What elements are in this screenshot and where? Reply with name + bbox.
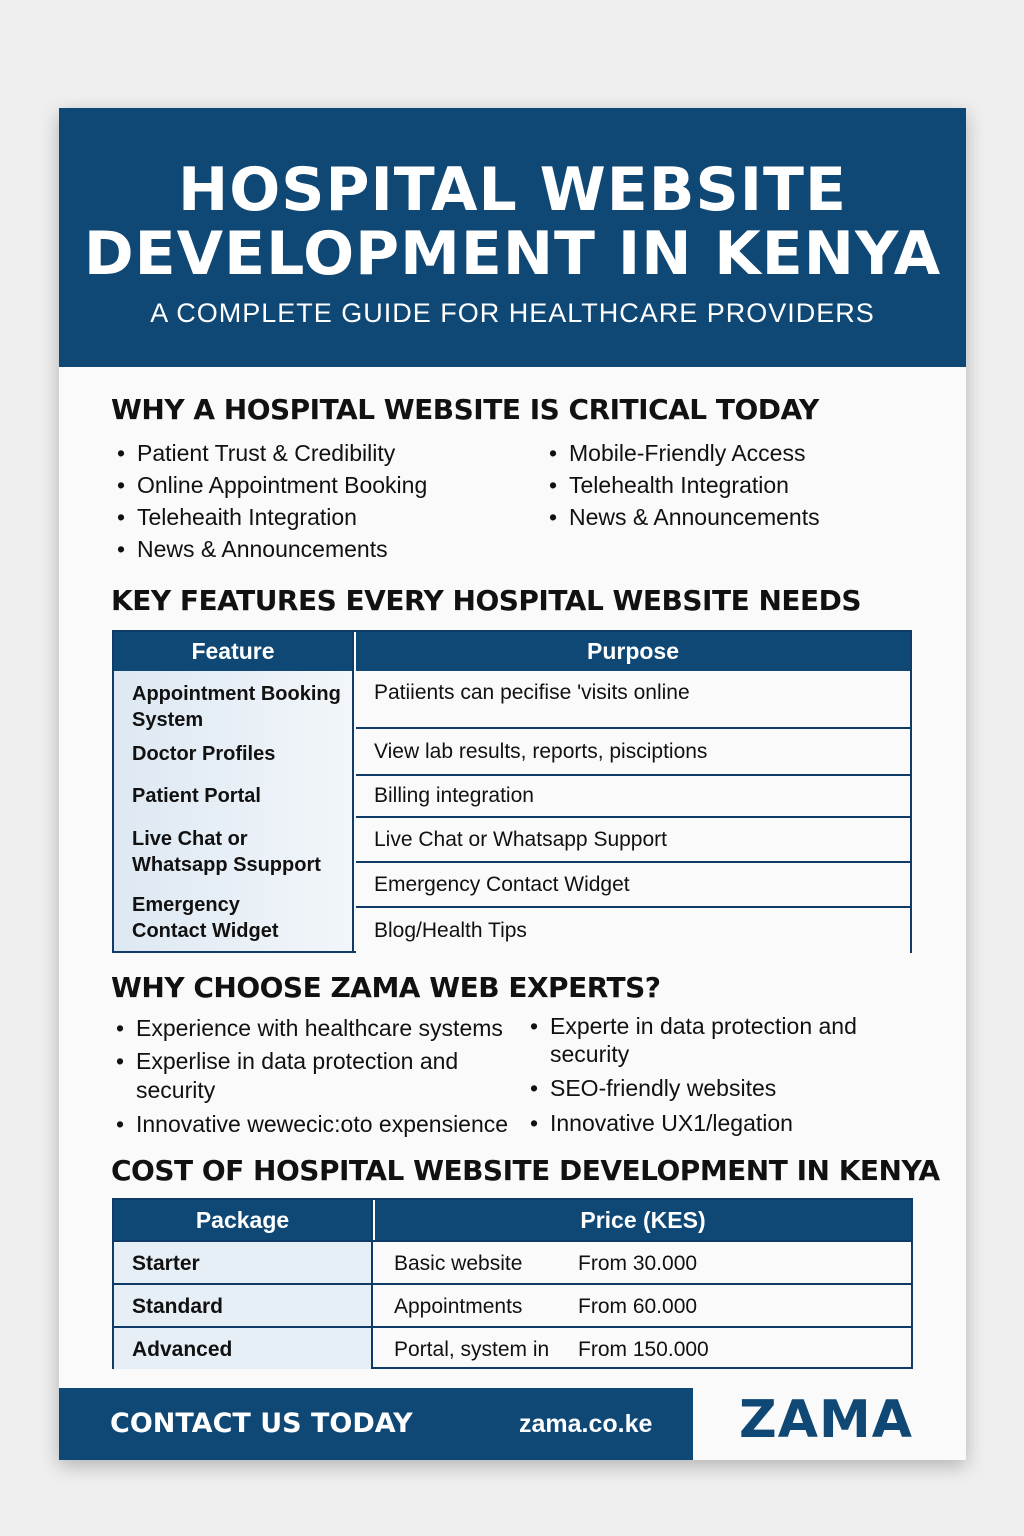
- title-line-1: HOSPITAL WEBSITE: [178, 155, 847, 225]
- list-item: • Online Appointment Booking: [115, 469, 427, 501]
- table-row: [114, 1240, 911, 1283]
- list-item: • Telehealth Integration: [547, 469, 820, 501]
- purpose-cell: Blog/Health Tips: [356, 908, 910, 953]
- list-item: • Experte in data protection and security: [528, 1012, 908, 1068]
- package-price: From 60.000: [578, 1295, 698, 1318]
- purpose-cell: View lab results, reports, pisciptions: [356, 729, 910, 776]
- features-heading: KEY FEATURES EVERY HOSPITAL WEBSITE NEEDS: [111, 584, 862, 617]
- package-desc: Appointments: [394, 1295, 523, 1318]
- feature-cell: Live Chat or Whatsapp Ssupport: [132, 828, 321, 876]
- feature-cell: Patient Portal: [132, 785, 261, 807]
- purpose-cell: Emergency Contact Widget: [356, 863, 910, 908]
- list-item: • Patient Trust & Credibility: [115, 437, 427, 469]
- list-item: • Experlise in data protection and security: [114, 1047, 534, 1105]
- cost-heading: COST OF HOSPITAL WEBSITE DEVELOPMENT IN KENYA: [111, 1154, 940, 1187]
- why-list-right: [547, 437, 820, 533]
- list-item: • News & Announcements: [115, 533, 427, 565]
- list-item: • Innovative UX1/legation: [528, 1107, 908, 1139]
- cost-table: [112, 1198, 913, 1369]
- page-subtitle: A COMPLETE GUIDE FOR HEALTHCARE PROVIDERS: [150, 298, 875, 328]
- column-header-price: Price (KES): [375, 1200, 911, 1240]
- purpose-cell: Live Chat or Whatsapp Support: [356, 818, 910, 863]
- contact-cta[interactable]: CONTACT US TODAY: [110, 1408, 413, 1439]
- feature-cell: Doctor Profiles: [132, 743, 276, 765]
- page-title: [59, 155, 966, 289]
- footer-bar: [59, 1388, 693, 1460]
- features-table: [112, 630, 912, 953]
- poster: [59, 108, 966, 1460]
- zama-list-right: [528, 1012, 908, 1139]
- list-item: • Experience with healthcare systems: [114, 1012, 534, 1044]
- zama-heading: WHY CHOOSE ZAMA WEB EXPERTS?: [111, 971, 661, 1004]
- column-header-feature: Feature: [114, 632, 354, 671]
- header-banner: [59, 108, 966, 367]
- package-name: Standard: [114, 1285, 373, 1326]
- why-heading: WHY A HOSPITAL WEBSITE IS CRITICAL TODAY: [111, 393, 819, 426]
- package-desc: Portal, system in: [394, 1338, 550, 1361]
- title-line-2: DEVELOPMENT IN KENYA: [83, 219, 942, 289]
- feature-cell: Appointment Booking System: [132, 683, 341, 731]
- list-item: • Mobile-Friendly Access: [547, 437, 820, 469]
- list-item: • SEO-friendly websites: [528, 1072, 908, 1104]
- package-price: From 30.000: [578, 1252, 698, 1275]
- website-link[interactable]: zama.co.ke: [519, 1410, 653, 1438]
- feature-cell: Emergency Contact Widget: [132, 894, 279, 942]
- list-item: • Innovative wewecic:oto expensience: [114, 1108, 534, 1140]
- column-header-purpose: Purpose: [356, 632, 910, 671]
- list-item: • Teleheaith Integration: [115, 501, 427, 533]
- zama-list-left: [114, 1012, 534, 1140]
- zama-logo: ZAMA: [739, 1390, 913, 1450]
- table-row: [114, 1283, 911, 1326]
- why-list-left: [115, 437, 427, 565]
- column-header-package: Package: [114, 1200, 373, 1240]
- purpose-cell: Patiients can pecifise 'visits online: [356, 671, 910, 729]
- package-price: From 150.000: [578, 1338, 709, 1361]
- list-item: • News & Announcements: [547, 501, 820, 533]
- table-row: [114, 1326, 911, 1369]
- purpose-cell: Billing integration: [356, 776, 910, 818]
- package-name: Advanced: [114, 1328, 373, 1369]
- package-desc: Basic website: [394, 1252, 523, 1275]
- feature-column: [114, 671, 354, 951]
- package-name: Starter: [114, 1242, 373, 1283]
